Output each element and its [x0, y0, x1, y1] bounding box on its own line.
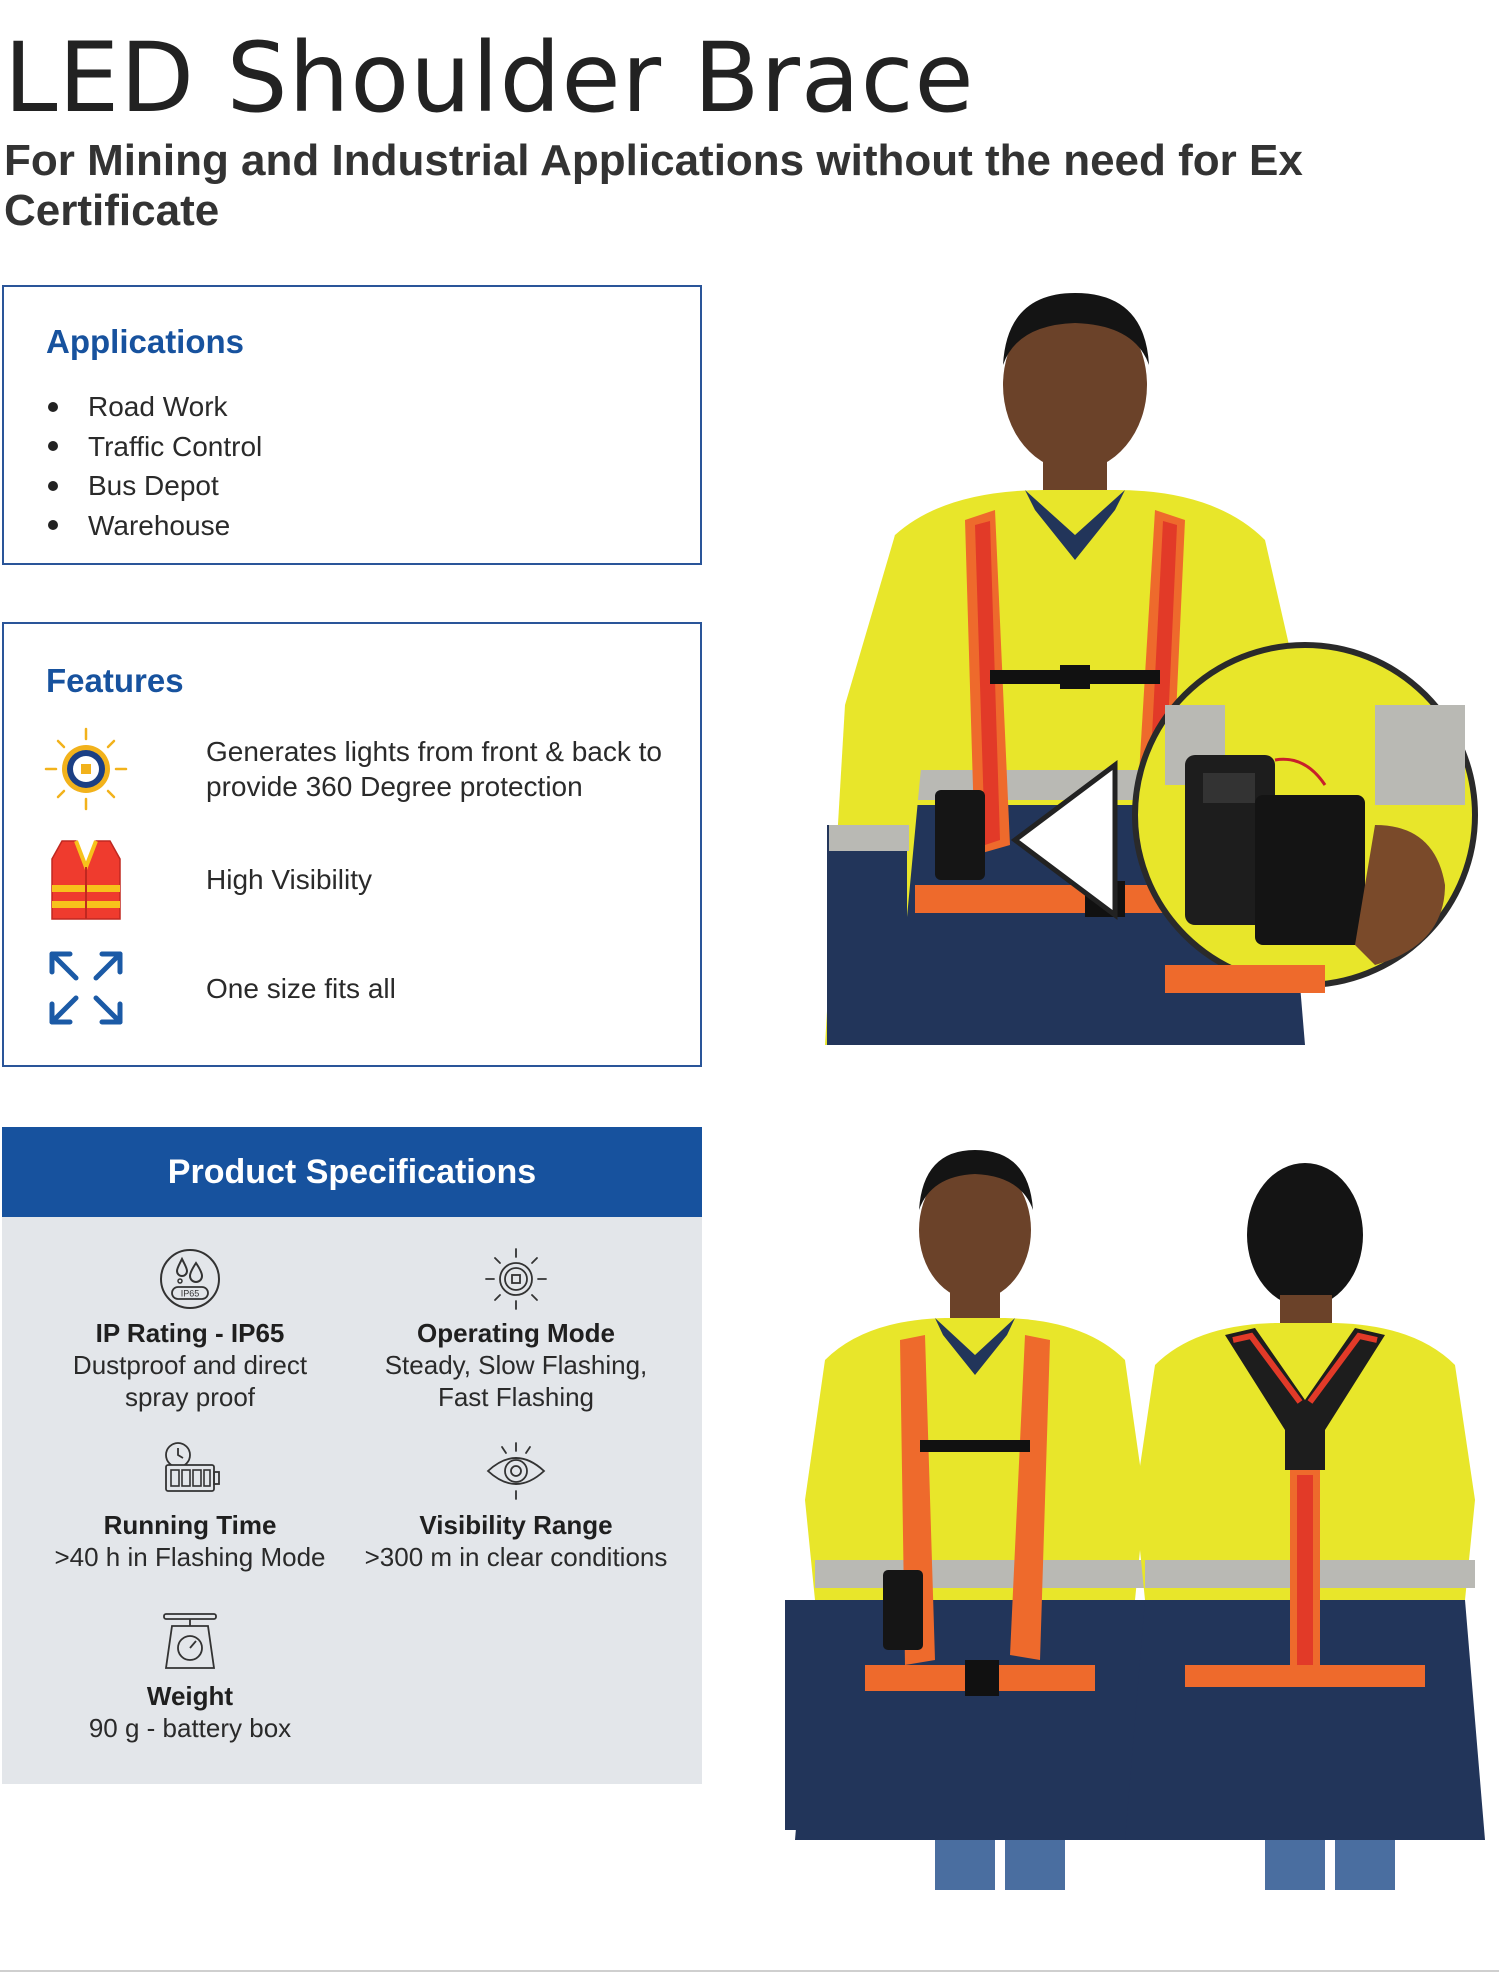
applications-heading: Applications [46, 323, 245, 360]
safety-vest-icon [44, 837, 128, 921]
applications-list [46, 387, 262, 545]
spec-name: Visibility Range [419, 1510, 613, 1540]
list-item: Road Work [46, 387, 262, 427]
spec-visibility-range [351, 1439, 681, 1573]
list-item: Bus Depot [46, 466, 262, 506]
spec-value: Fast Flashing [437, 1382, 595, 1412]
spec-name: Operating Mode [417, 1318, 615, 1348]
ip65-drops-icon [158, 1247, 222, 1311]
spec-name: Running Time [103, 1510, 277, 1540]
list-item: Traffic Control [46, 427, 262, 467]
feature-text: provide 360 Degree protection [206, 771, 583, 802]
product-specifications-panel [2, 1127, 702, 1784]
applications-box [2, 285, 702, 565]
spec-name: Weight [146, 1681, 234, 1711]
list-item: Warehouse [46, 506, 262, 546]
page-subtitle: For Mining and Industrial Applications without the need for Ex Certificate [4, 136, 1303, 235]
bullet-icon [48, 402, 58, 412]
spec-running-time [25, 1439, 355, 1573]
feature-item [44, 946, 396, 1030]
spec-value: 90 g - battery box [88, 1713, 292, 1743]
spec-value: Steady, Slow Flashing, [384, 1350, 648, 1380]
specs-heading: Product Specifications [2, 1127, 702, 1217]
light-burst-icon [44, 727, 128, 811]
spec-weight [25, 1610, 355, 1744]
footer-divider [0, 1970, 1499, 1972]
feature-item [44, 837, 372, 921]
spec-ip-rating [25, 1247, 355, 1413]
spec-operating-mode [351, 1247, 681, 1413]
bullet-icon [48, 520, 58, 530]
expand-arrows-icon [44, 946, 128, 1030]
feature-text: High Visibility [206, 863, 372, 895]
feature-item [44, 727, 662, 811]
scale-icon [158, 1610, 222, 1674]
bullet-icon [48, 481, 58, 491]
spec-value: >40 h in Flashing Mode [54, 1542, 326, 1572]
feature-text: One size fits all [206, 972, 396, 1004]
features-box [2, 622, 702, 1067]
worker-front-back-photo [785, 1140, 1495, 1890]
spec-value: spray proof [124, 1382, 256, 1412]
eye-icon [484, 1439, 548, 1503]
spec-name: IP Rating - IP65 [95, 1318, 285, 1348]
worker-front-photo-with-inset [785, 285, 1495, 1085]
svg-text:IP65: IP65 [180, 1288, 200, 1299]
bullet-icon [48, 441, 58, 451]
page-title: LED Shoulder Brace [4, 22, 975, 134]
feature-text: Generates lights from front & back to [206, 736, 662, 767]
spec-value: Dustproof and direct [72, 1350, 308, 1380]
battery-clock-icon [158, 1439, 222, 1503]
spec-value: >300 m in clear conditions [364, 1542, 668, 1572]
features-heading: Features [46, 662, 184, 699]
light-mode-icon [484, 1247, 548, 1311]
